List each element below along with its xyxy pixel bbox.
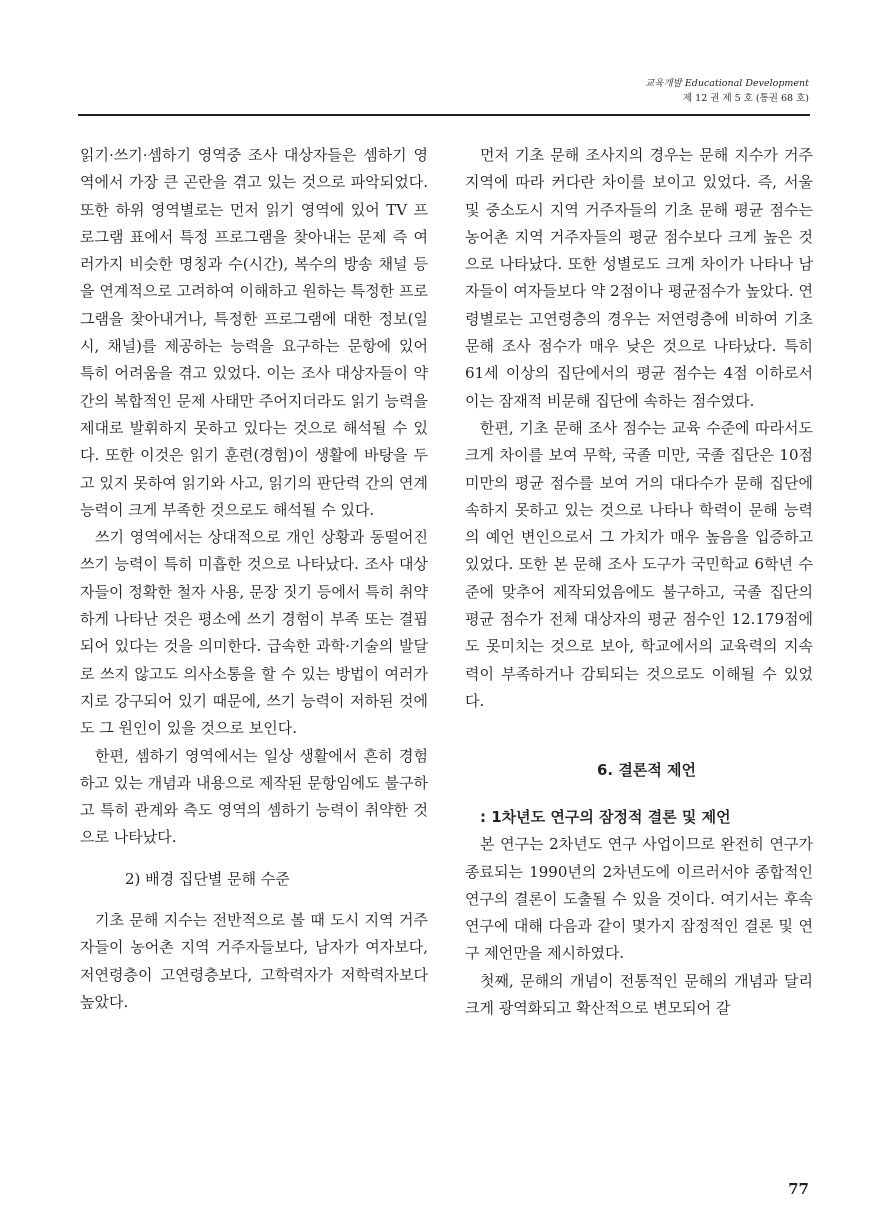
journal-title: 교육개발 Educational Development <box>645 78 809 89</box>
spacer <box>465 715 813 757</box>
spacer <box>465 784 813 804</box>
page-number: 77 <box>788 1180 809 1198</box>
paragraph: 한편, 셈하기 영역에서는 일상 생활에서 흔히 경험하고 있는 개념과 내용으로 제작된 문항임에도 불구하고 특히 관계와 측도 영역의 셈하기 능력이 취약한 것으로 나타났다. <box>80 746 428 847</box>
subsection-title: : 1차년도 연구의 잠정적 결론 및 제언 <box>480 808 731 827</box>
paragraph: 본 연구는 2차년도 연구 사업이므로 완전히 연구가 종료되는 1990년의 2차년도에 이르러서야 종합적인 연구의 결론이 도출될 수 있을 것이다. 여기서는 후속 연구에 대해 다음과 같이 몇가지 잠정적인 결론 및 연구 제언만을 제시하였다. <box>465 835 813 963</box>
left-column <box>80 142 428 1016</box>
spacer <box>80 893 428 907</box>
section-title: 6. 결론적 제언 <box>596 761 697 780</box>
spacer <box>80 852 428 866</box>
paragraph: 읽기·쓰기·셈하기 영역중 조사 대상자들은 셈하기 영역에서 가장 큰 곤란을 겪고 있는 것으로 파악되었다. 또한 하위 영역별로는 먼저 읽기 영역에 있어 TV 프로그램 표에서 특정 프로그램을 찾아내는 문제 즉 여러가지 비슷한 명칭과 수(시간), 복수의 방송 채널 등을 연계적으로 고려하여 이해하고 원하는 특정한 프로그램을 찾아내거나, 특정한 프로그램에 대한 정보(일시, 채널)를 제공하는 능력을 요구하는 문항에 있어 특히 어려움을 겪고 있었다. 이는 조사 대상자들이 약간의 복합적인 문제 사태만 주어지더라도 읽기 능력을 제대로 발휘하지 못하고 있다는 것으로 해석될 수 있다. 또한 이것은 읽기 훈련(경험)이 생활에 바탕을 두고 있지 못하여 읽기와 사고, 읽기의 판단력 간의 연계 능력이 크게 부족한 것으로도 해석될 수 있다. <box>80 146 428 519</box>
paragraph: 기초 문해 지수는 전반적으로 볼 때 도시 지역 거주자들이 농어촌 지역 거주자들보다, 남자가 여자보다, 저연령층이 고연령층보다, 고학력자가 저학력자보다 높았다. <box>80 911 428 1011</box>
issue-info: 제 12 권 제 5 호 (통권 68 호) <box>682 93 809 104</box>
paragraph: 먼저 기초 문해 조사지의 경우는 문해 지수가 거주 지역에 따라 커다란 차이를 보이고 있었다. 즉, 서울 및 중소도시 지역 거주자들의 기초 문해 평균 점수는 농어촌 지역 거주자들의 평균 점수보다 크게 높은 것으로 나타났다. 또한 성별로도 크게 차이가 나타나 남자들이 여자들보다 약 2점이나 평균점수가 높았다. 연령별로는 고연령층의 경우는 저연령층에 비하여 기초 문해 조사 점수가 매우 낮은 것으로 나타났다. 특히 61세 이상의 집단에서의 평균 점수는 4점 이하로서 이는 잠재적 비문해 집단에 속하는 점수였다. <box>465 146 813 410</box>
paragraph: 한편, 기초 문해 조사 점수는 교육 수준에 따라서도 크게 차이를 보여 무학, 국졸 미만, 국졸 집단은 10점 미만의 평균 점수를 보여 거의 대다수가 문해 집단에 속하지 못하고 있는 것으로 나타나 학력이 문해 능력의 예언 변인으로서 그 가치가 매우 높음을 입증하고 있었다. 또한 본 문해 조사 도구가 국민학교 6학년 수준에 맞추어 제작되었음에도 불구하고, 국졸 집단의 평균 점수가 전체 대상자의 평균 점수인 12.179점에도 못미치는 것으로 보아, 학교에서의 교육력의 지속력이 부족하거나 감퇴되는 것으로도 이해될 수 있었다. <box>465 418 813 710</box>
paragraph: 쓰기 영역에서는 상대적으로 개인 상황과 동떨어진 쓰기 능력이 특히 미흡한 것으로 나타났다. 조사 대상자들이 정확한 철자 사용, 문장 짓기 등에서 특히 취약하게 나타난 것은 평소에 쓰기 경험이 부족 또는 결핍되어 있다는 것을 의미한다. 급속한 과학·기술의 발달로 쓰지 않고도 의사소통을 할 수 있는 방법이 여러가지로 강구되어 있기 때문에, 쓰기 능력이 저하된 것에도 그 원인이 있을 것으로 보인다. <box>80 528 428 738</box>
paragraph: 첫째, 문해의 개념이 전통적인 문해의 개념과 달리 크게 광역화되고 확산적으로 변모되어 갈 <box>465 971 813 1018</box>
header-rule <box>78 114 810 116</box>
running-header <box>645 76 809 106</box>
right-column <box>465 142 813 1022</box>
subheading: 2) 배경 집단별 문해 수준 <box>125 869 290 888</box>
